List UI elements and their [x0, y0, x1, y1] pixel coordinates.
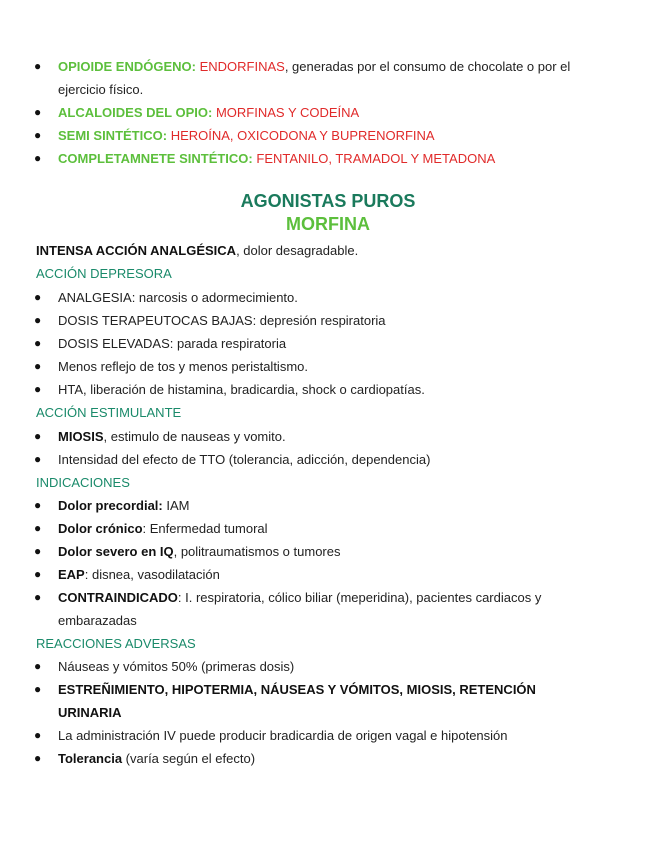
- item-label: SEMI SINTÉTICO:: [58, 128, 168, 143]
- bullet-icon: ●: [34, 313, 42, 327]
- bullet-icon: ●: [34, 336, 42, 350]
- bullet-icon: ●: [34, 567, 42, 581]
- bullet-icon: ●: [34, 751, 42, 765]
- list-item-opioide: [36, 55, 626, 101]
- bullet-icon: ●: [34, 452, 42, 466]
- intro-bold: INTENSA ACCIÓN ANALGÉSICA: [36, 243, 237, 258]
- intro-rest: , dolor desagradable.: [236, 243, 359, 258]
- heading-morfina: MORFINA: [286, 214, 370, 234]
- intro-line: [36, 239, 358, 262]
- list-item: [36, 586, 626, 632]
- item-label: OPIOIDE ENDÓGENO:: [58, 59, 196, 74]
- item-rest: IAM: [162, 498, 190, 513]
- list-item: [36, 286, 626, 309]
- list-item-alcaloides: [36, 101, 626, 124]
- list-item: [36, 378, 626, 401]
- list-item: [36, 655, 626, 678]
- bullet-icon: ●: [34, 659, 42, 673]
- heading-agonistas-puros: AGONISTAS PUROS: [240, 191, 416, 211]
- section-title-indicaciones: INDICACIONES: [36, 475, 130, 490]
- item-bold: Dolor crónico: [58, 521, 143, 536]
- item-bold: Tolerancia: [58, 751, 123, 766]
- item-rest: : Enfermedad tumoral: [142, 521, 268, 536]
- item-rest: , politraumatismos o tumores: [173, 544, 341, 559]
- item-label: COMPLETAMNETE SINTÉTICO:: [58, 151, 253, 166]
- item-label: ALCALOIDES DEL OPIO:: [58, 105, 213, 120]
- bullet-icon: ●: [34, 105, 42, 119]
- item-rest: : I. respiratoria, cólico biliar (meperidina), pacientes cardiacos y: [177, 590, 542, 605]
- list-item: [36, 678, 626, 724]
- item-text: ANALGESIA: narcosis o adormecimiento.: [58, 290, 298, 305]
- list-item: [36, 494, 626, 517]
- list-item-semi-sintetico: [36, 124, 626, 147]
- bullet-icon: ●: [34, 59, 42, 73]
- item-bold: EAP: [58, 567, 85, 582]
- item-rest: : disnea, vasodilatación: [84, 567, 220, 582]
- list-item: [36, 563, 626, 586]
- bullet-icon: ●: [34, 429, 42, 443]
- item-text: Menos reflejo de tos y menos peristaltismo.: [58, 359, 308, 374]
- item-rest: Intensidad del efecto de TTO (tolerancia, adicción, dependencia): [58, 452, 431, 467]
- list-item: [36, 309, 626, 332]
- item-bold-2: URINARIA: [58, 705, 122, 720]
- item-value: FENTANILO, TRAMADOL Y METADONA: [256, 151, 496, 166]
- bullet-icon: ●: [34, 128, 42, 142]
- list-item: [36, 724, 626, 747]
- item-value: HEROÍNA, OXICODONA Y BUPRENORFINA: [170, 128, 435, 143]
- item-bold: MIOSIS: [58, 429, 104, 444]
- bullet-icon: ●: [34, 151, 42, 165]
- bullet-icon: ●: [34, 498, 42, 512]
- list-item: [36, 747, 626, 770]
- item-bold: ESTREÑIMIENTO, HIPOTERMIA, NÁUSEAS Y VÓMITOS, MIOSIS, RETENCIÓN: [58, 682, 536, 697]
- bullet-icon: ●: [34, 682, 42, 696]
- item-rest-2: embarazadas: [58, 613, 137, 628]
- item-text: HTA, liberación de histamina, bradicardia, shock o cardiopatías.: [58, 382, 425, 397]
- bullet-icon: ●: [34, 359, 42, 373]
- list-item: [36, 355, 626, 378]
- list-item: [36, 425, 626, 448]
- item-text: DOSIS TERAPEUTOCAS BAJAS: depresión respiratoria: [58, 313, 386, 328]
- item-value: ENDORFINAS: [199, 59, 285, 74]
- list-item: [36, 517, 626, 540]
- item-rest: , estimulo de nauseas y vomito.: [103, 429, 286, 444]
- list-item: [36, 540, 626, 563]
- bullet-icon: ●: [34, 544, 42, 558]
- item-rest-2: ejercicio físico.: [58, 82, 144, 97]
- item-rest: , generadas por el consumo de chocolate o por el: [284, 59, 571, 74]
- bullet-icon: ●: [34, 590, 42, 604]
- list-item-sintetico: [36, 147, 626, 170]
- item-rest: La administración IV puede producir bradicardia de origen vagal e hipotensión: [58, 728, 508, 743]
- section-title-adversas: REACCIONES ADVERSAS: [36, 636, 196, 651]
- item-bold: Dolor precordial:: [58, 498, 163, 513]
- item-bold: CONTRAINDICADO: [58, 590, 178, 605]
- bullet-icon: ●: [34, 382, 42, 396]
- section-title-depresora: ACCIÓN DEPRESORA: [36, 266, 172, 281]
- section-title-estimulante: ACCIÓN ESTIMULANTE: [36, 405, 182, 420]
- bullet-icon: ●: [34, 728, 42, 742]
- item-bold: Dolor severo en IQ: [58, 544, 174, 559]
- item-value: MORFINAS Y CODEÍNA: [215, 105, 360, 120]
- bullet-icon: ●: [34, 290, 42, 304]
- item-rest: (varía según el efecto): [122, 751, 256, 766]
- bullet-icon: ●: [34, 521, 42, 535]
- list-item: [36, 332, 626, 355]
- item-rest: Náuseas y vómitos 50% (primeras dosis): [58, 659, 295, 674]
- list-item: [36, 448, 626, 471]
- item-text: DOSIS ELEVADAS: parada respiratoria: [58, 336, 287, 351]
